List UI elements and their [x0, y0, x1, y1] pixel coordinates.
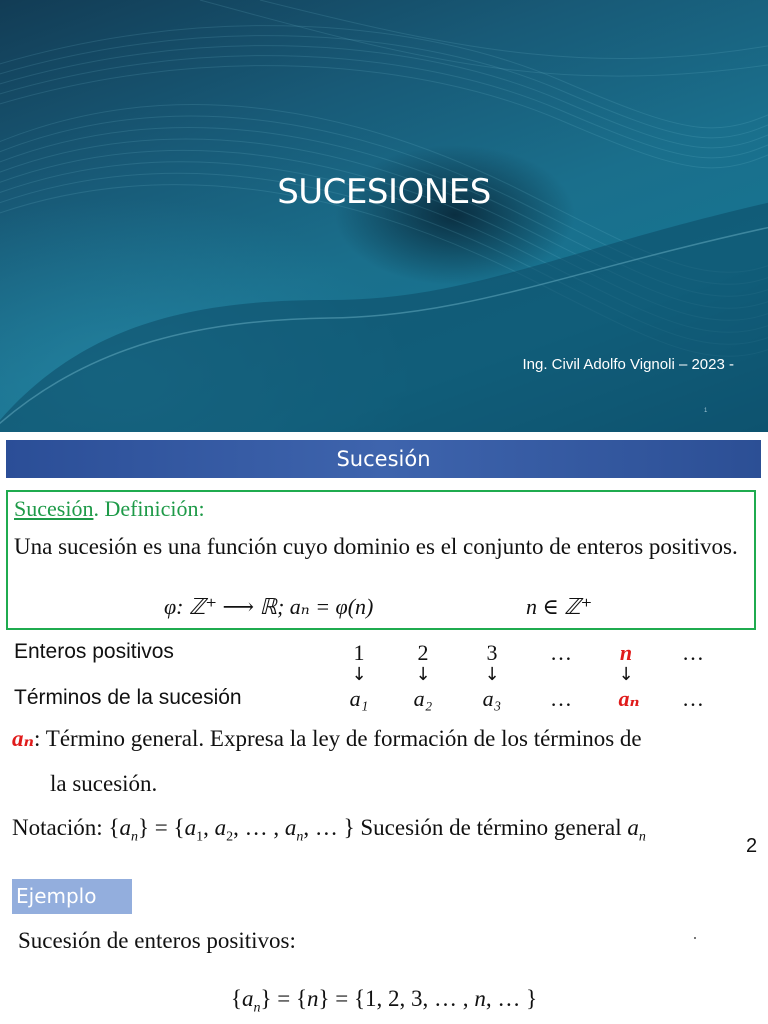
- integer-ellipsis: …: [550, 640, 572, 665]
- section-header: Sucesión: [6, 440, 761, 478]
- notation-line: [12, 815, 646, 846]
- author-line: Ing. Civil Adolfo Vignoli – 2023 -: [522, 356, 734, 373]
- function-formula: [164, 594, 373, 620]
- integer-2: 2: [417, 640, 429, 665]
- row-label-integers: Enteros positivos: [14, 640, 174, 663]
- term-ellipsis: …: [550, 686, 572, 711]
- term-a2: a₂: [413, 686, 433, 711]
- definition-text: Una sucesión es una función cuyo dominio es el conjunto de enteros positivos.: [14, 534, 738, 559]
- notation-label: Notación:: [12, 815, 109, 840]
- definition-box: [6, 490, 756, 630]
- notation-formula: $\{a_n\} = \{a_1$, $a_2$, … , $a_n$, … }: [108, 815, 355, 845]
- term-a3: a₃: [482, 686, 502, 711]
- formula-domain: n ∈ ℤ⁺: [526, 594, 593, 619]
- term-an: aₙ: [618, 686, 640, 711]
- down-arrow-icon: ↓: [484, 664, 500, 685]
- integer-1: 1: [353, 640, 365, 665]
- row-label-terms: Términos de la sucesión: [14, 686, 242, 709]
- definition-heading-link[interactable]: Sucesión: [14, 496, 94, 521]
- general-term-line2: la sucesión.: [50, 771, 158, 796]
- decorative-dot: [694, 937, 696, 939]
- definition-heading-rest: . Definición:: [93, 496, 205, 521]
- slide-page-number: 2: [746, 835, 758, 857]
- notation-tail: Sucesión de término general: [354, 815, 628, 840]
- example-text: Sucesión de enteros positivos:: [18, 928, 296, 953]
- slide-title: SUCESIONES: [277, 172, 491, 212]
- definition-heading: [14, 496, 205, 522]
- term-ellipsis-end: …: [682, 686, 704, 711]
- down-arrow-icon: ↓: [618, 664, 634, 685]
- example-label: Ejemplo: [12, 879, 132, 914]
- slide-page-number: 1: [704, 408, 708, 414]
- general-term-line1: : Término general. Expresa la ley de formación de los términos de: [34, 726, 642, 751]
- down-arrow-icon: ↓: [351, 664, 367, 685]
- general-term-symbol: aₙ: [12, 726, 35, 751]
- general-term-text: [12, 724, 757, 754]
- title-slide: [0, 0, 768, 432]
- notation-symbol: $a_n$: [627, 815, 646, 845]
- formula-map: φ: ℤ⁺ ⟶ ℝ; aₙ = φ(n): [164, 594, 374, 619]
- term-a1: a₁: [349, 686, 369, 711]
- integer-3: 3: [486, 640, 498, 665]
- down-arrow-icon: ↓: [415, 664, 431, 685]
- integer-ellipsis-end: …: [682, 640, 704, 665]
- example-formula: $\{a_n\} = \{n\} = \{1$, 2, 3, … , n, … }: [230, 986, 538, 1016]
- integer-n: n: [619, 640, 633, 665]
- domain-formula: [526, 594, 592, 620]
